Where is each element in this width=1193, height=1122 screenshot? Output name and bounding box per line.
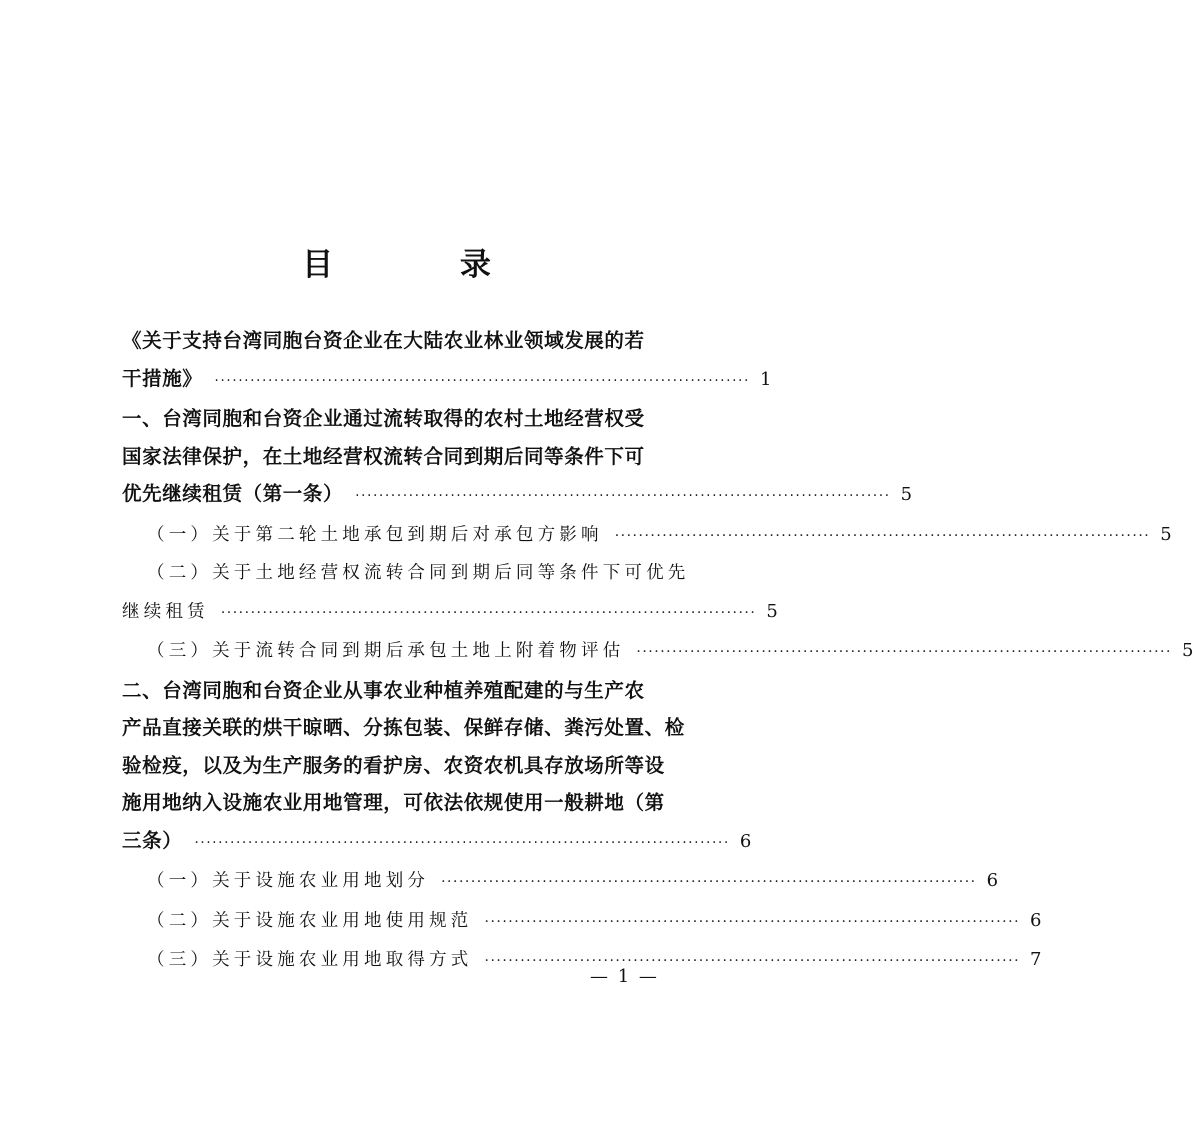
toc-page-number: 5 [1160,523,1172,545]
dot-leader: ·························································································· [614,527,1151,544]
table-of-contents [122,322,1193,981]
dot-leader: ·························································································· [484,913,1021,930]
toc-page-number: 6 [986,870,999,891]
toc-page-number: 7 [1030,949,1042,970]
toc-entry[interactable] [122,672,752,863]
toc-entry-text: 国家法律保护，在土地经营权流转合同到期后同等条件下可 [122,444,645,468]
toc-entry[interactable] [122,941,1042,981]
dot-leader: ·························································································· [355,488,891,504]
toc-page-number: 5 [900,484,913,505]
dot-leader: ·························································································· [214,372,750,389]
toc-entry-text: （三）关于流转合同到期后承包土地上附着物评估 [147,641,625,661]
toc-entry-text: 产品直接关联的烘干晾晒、分拣包装、保鲜存储、粪污处置、检 [122,716,685,739]
toc-entry-text: 二、台湾同胞和台资企业从事农业种植养殖配建的与生产农 [122,678,645,702]
dot-leader: ·························································································· [194,834,730,851]
dot-leader: ·························································································· [484,953,1021,969]
toc-entry-text: 《关于支持台湾同胞台资企业在大陆农业林业领域发展的若 [122,329,645,352]
dot-leader: ·························································································· [441,874,977,890]
dot-leader: ·························································································· [220,604,757,621]
toc-page-number: 5 [1181,640,1193,661]
toc-entry[interactable] [122,555,778,632]
page-number: — 1 — [590,966,659,987]
toc-entry[interactable] [122,902,1042,942]
toc-entry-text: 干措施》 [122,366,203,390]
toc-entry-text: 三条） [122,828,183,852]
dot-leader: ·························································································· [636,644,1172,660]
toc-entry[interactable] [122,862,999,902]
toc-entry-text: （一）关于第二轮土地承包到期后对承包方影响 [147,524,603,545]
toc-entry-text: 施用地纳入设施农业用地管理，可依法依规使用一般耕地（第 [122,791,665,814]
toc-entry[interactable] [122,322,772,400]
toc-page-number: 6 [739,830,752,852]
toc-entry[interactable] [122,632,1193,672]
toc-title: 目 录 [302,247,549,283]
toc-entry-text: （二）关于设施农业用地使用规范 [147,910,473,931]
toc-entry-text: 优先继续租赁（第一条） [122,482,344,505]
toc-entry-text: （一）关于设施农业用地划分 [147,871,430,891]
toc-entry-text: （三）关于设施农业用地取得方式 [147,950,473,970]
toc-entry[interactable] [122,516,1172,556]
toc-entry-text: 一、台湾同胞和台资企业通过流转取得的农村土地经营权受 [122,407,645,430]
toc-entry-text: 继续租赁 [122,601,209,622]
toc-page-number: 6 [1030,909,1042,931]
toc-page-number: 5 [766,600,778,622]
toc-page-number: 1 [759,368,772,390]
toc-entry[interactable] [122,400,913,516]
toc-entry-text: （二）关于土地经营权流转合同到期后同等条件下可优先 [147,563,690,583]
toc-entry-text: 验检疫，以及为生产服务的看护房、农资农机具存放场所等设 [122,753,665,777]
